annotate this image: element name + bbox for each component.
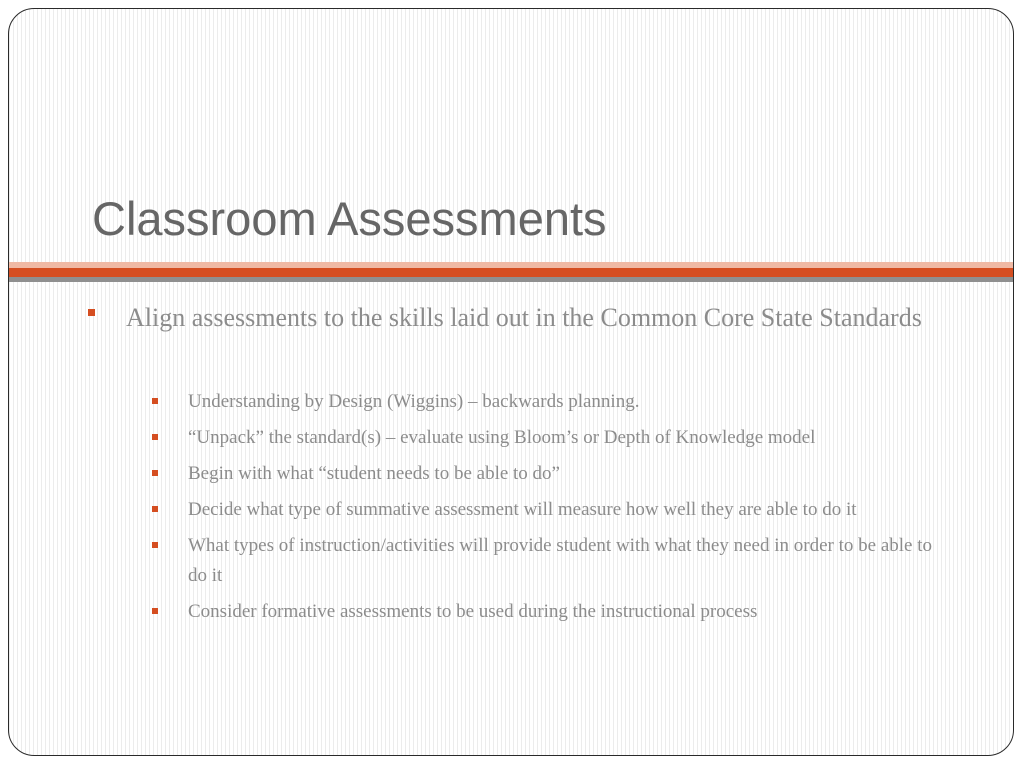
square-bullet-icon: [152, 470, 158, 476]
square-bullet-icon: [152, 608, 158, 614]
slide-title: Classroom Assessments: [92, 192, 607, 245]
square-bullet-icon: [152, 542, 158, 548]
sub-bullet-text: Understanding by Design (Wiggins) – backwards planning.: [188, 391, 640, 412]
sub-bullet-text: “Unpack” the standard(s) – evaluate using Bloom’s or Depth of Knowledge model: [188, 427, 816, 448]
sub-bullet-text: Consider formative assessments to be used during the instructional process: [188, 601, 758, 622]
square-bullet-icon: [152, 398, 158, 404]
sub-bullet-item: [152, 495, 952, 525]
square-bullet-icon: [88, 309, 95, 316]
bullet-text: Align assessments to the skills laid out in the Common Core State Standards: [126, 303, 922, 332]
sub-bullet-item: [152, 423, 952, 453]
square-bullet-icon: [152, 434, 158, 440]
sub-bullet-text: What types of instruction/activities will provide student with what they need in order to be able to do it: [188, 535, 932, 586]
square-bullet-icon: [152, 506, 158, 512]
sub-bullet-text: Begin with what “student needs to be able to do”: [188, 463, 560, 484]
sub-bullet-item: [152, 387, 952, 417]
sub-bullet-item: [152, 531, 952, 591]
sub-bullet-text: Decide what type of summative assessment will measure how well they are able to do it: [188, 499, 857, 520]
sub-bullet-item: [152, 459, 952, 489]
slide: [8, 8, 1014, 756]
slide-content: [9, 9, 1013, 755]
sub-bullet-list: [152, 387, 952, 633]
bullet-item: [88, 297, 948, 338]
sub-bullet-item: [152, 597, 952, 627]
